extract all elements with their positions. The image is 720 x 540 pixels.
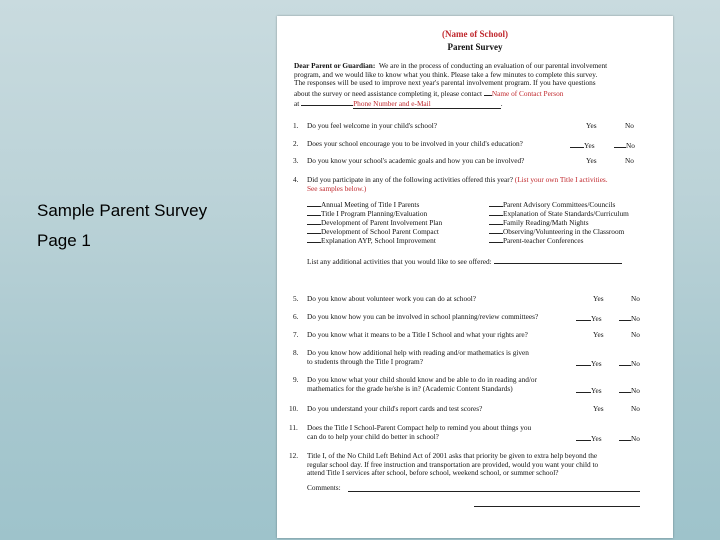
no-option[interactable]: No — [619, 385, 640, 396]
yes-option[interactable]: Yes — [593, 404, 604, 413]
activity-item[interactable]: Parent Advisory Committees/Councils — [503, 200, 616, 209]
yes-option[interactable]: Yes — [593, 330, 604, 339]
contact-name: Name of Contact Person — [491, 88, 564, 98]
activity-item[interactable]: Title I Program Planning/Evaluation — [321, 209, 428, 218]
no-option[interactable]: No — [625, 121, 634, 130]
yes-option[interactable]: Yes — [593, 294, 604, 303]
intro-line: The responses will be used to improve next year's parental involvement program. If you have questions — [294, 78, 596, 88]
no-option[interactable]: No — [625, 156, 634, 165]
yes-option[interactable]: Yes — [576, 313, 602, 324]
survey-document: (Name of School) Parent Survey Dear Parent or Guardian: We are in the process of conducting an evaluation of our parental involvement program, and we would like to know what you think. Please take a few minutes to complete this survey. The responses will be used to improve next year's parental involvement program. If you have questions about the survey or need assistance completing it, please contact Name of Contact Person at Phone Number and e-Mail . 1. Do you feel welcome in your child's school? Yes No 2. Does your school encourage you to be involved in your child's education? Yes No 3. Do you know your school's academic goals and how you can be involved? Yes No 4. Did you participate in any of the following activities offered this year? (List your own Title I activities. See samples below.) Annual Meeting of Title I Parents Title I Program Planning/Evaluation Development of Parent Involvement Plan Development of School Parent Compact Explanation AYP, School Improvement Parent Advisory Committees/Councils Explanation of State Standards/Curriculum Family Reading/Math Nights Observing/Volunteering in the Classroom Parent-teacher Conferences List any additional activities that you would like to see offered: 5. Do you know about volunteer work you can do at school? Yes No 6. Do you know how you can be involved in school planning/review committees? Yes No 7. Do you know what it means to be a Title I School and what your rights are? Yes No 8. Do you know how additional help with reading and/or mathematics is given to students through the Title I program? Yes No 9. Do you know what your child should know and be able to do in reading and/or mathematics for the grade he/she is in? (Academic Content Standards) Yes No 10. Do you understand your child's report cards and test scores? Yes No 11. Does the Title I School-Parent Compact help to remind you about things you can do to help your child do better in school? Yes No 12. Title I, of the No Child Left Behind Act of 2001 asks that priority be given to extra help beyond the regular school day. If free instruction and transportation are provided, would you want your child to attend Title I services after school, before school, weekend school, or summer school? Comments: — [277, 16, 673, 538]
activity-item[interactable]: Explanation of State Standards/Curriculum — [503, 209, 629, 218]
additional-activities: List any additional activities that you would like to see offered: — [307, 256, 622, 267]
intro-line: We are in the process of conducting an evaluation of our parental involvement — [378, 61, 608, 70]
yes-option[interactable]: Yes — [570, 140, 595, 151]
school-name: (Name of School) — [442, 29, 508, 39]
intro-paragraph: Dear Parent or Guardian: We are in the process of conducting an evaluation of our parental involvement program, and we would like to know what you think. Please take a few minutes to complete this survey. The responses will be used to improve next year's parental involvement program. If you have questions about the survey or need assistance completing it, please contact Name of Contact Person at Phone Number and e-Mail . — [294, 62, 658, 109]
no-option[interactable]: No — [619, 313, 640, 324]
comments-line[interactable] — [474, 506, 640, 507]
slide-caption — [37, 196, 207, 256]
activity-note: (List your own Title I activities. — [514, 175, 608, 184]
intro-line: program, and we would like to know what you think. Please take a few minutes to complete this survey. — [294, 69, 598, 79]
yes-option[interactable]: Yes — [576, 385, 602, 396]
intro-line: about the survey or need assistance completing it, please contact — [294, 88, 483, 98]
comments-line[interactable] — [348, 491, 640, 492]
activity-item[interactable]: Observing/Volunteering in the Classroom — [503, 227, 625, 236]
caption-page: Page 1 — [37, 231, 91, 250]
no-option[interactable]: No — [619, 358, 640, 369]
yes-option[interactable]: Yes — [586, 121, 597, 130]
no-option[interactable]: No — [631, 330, 640, 339]
no-option[interactable]: No — [631, 294, 640, 303]
activity-item[interactable]: Explanation AYP, School Improvement — [321, 236, 436, 245]
activity-item[interactable]: Development of Parent Involvement Plan — [321, 218, 443, 227]
no-option[interactable]: No — [614, 140, 635, 151]
salutation: Dear Parent or Guardian: — [294, 61, 376, 70]
caption-title: Sample Parent Survey — [37, 201, 208, 220]
activity-item[interactable]: Development of School Parent Compact — [321, 227, 439, 236]
at-label: at — [294, 99, 300, 109]
no-option[interactable]: No — [619, 433, 640, 444]
contact-info: Phone Number and e-Mail — [353, 99, 501, 109]
survey-title: Parent Survey — [447, 42, 503, 52]
comments-label: Comments: — [307, 483, 341, 492]
activity-note-2: See samples below.) — [307, 183, 367, 193]
activity-item[interactable]: Annual Meeting of Title I Parents — [321, 200, 420, 209]
yes-option[interactable]: Yes — [576, 433, 602, 444]
activity-item[interactable]: Parent-teacher Conferences — [503, 236, 584, 245]
no-option[interactable]: No — [631, 404, 640, 413]
yes-option[interactable]: Yes — [576, 358, 602, 369]
activity-item[interactable]: Family Reading/Math Nights — [503, 218, 589, 227]
yes-option[interactable]: Yes — [586, 156, 597, 165]
